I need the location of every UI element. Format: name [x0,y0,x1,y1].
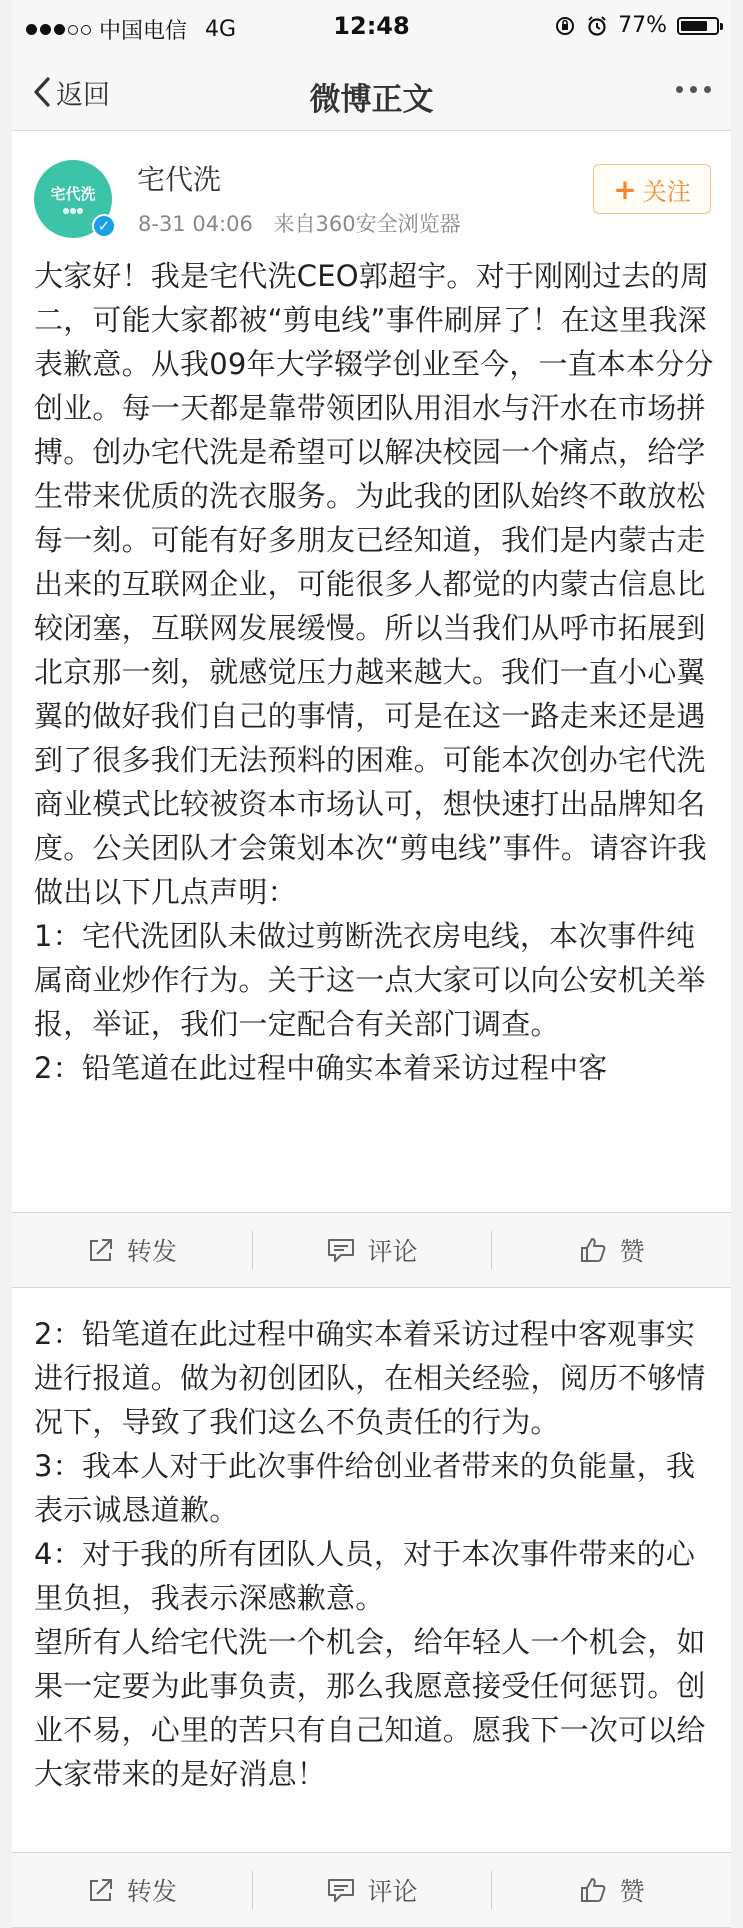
more-options-button[interactable] [676,86,711,93]
thumbs-up-icon [578,1235,608,1265]
like-label: 赞 [619,1237,645,1266]
plus-icon: + [613,172,637,206]
post-body-bottom: 2：铅笔道在此过程中确实本着采访过程中客观事实进行报道。做为初创团队，在相关经验，阅历不够情况下，导致了我们这么不负责任的行为。 3：我本人对于此次事件给创业者带来的负能量，我表示诚恳道歉。 4：对于我的所有团队人员，对于本次事件带来的心里负担，我表示深感歉意。 望所有人给宅代洗一个机会，给年轻人一个机会，如果一定要为此事负责，那么我愿意接受任何惩罚。创业不易，心里的苦只有自己知道。愿我下一次可以给大家带来的是好消息！ [34,1317,706,1791]
author-header [12,150,731,250]
network-type: 4G [205,17,237,42]
post-source: 来自360安全浏览器 [273,212,461,236]
repost-label: 转发 [126,1877,177,1906]
status-right [554,13,719,38]
repost-label: 转发 [126,1237,177,1266]
comment-icon [326,1236,356,1264]
navigation-bar [12,56,731,131]
follow-button[interactable] [593,164,711,214]
comment-icon [326,1876,356,1904]
alarm-icon [586,15,608,37]
thumbs-up-icon [578,1875,608,1905]
more-dot-icon [690,86,697,93]
action-bar-bottom [12,1852,731,1928]
repost-icon [87,1876,115,1904]
more-dot-icon [704,86,711,93]
comment-button[interactable] [252,1853,492,1927]
battery-percent: 77% [618,13,667,38]
follow-label: 关注 [642,177,691,206]
verified-badge-icon: ✓ [92,214,116,238]
battery-icon [677,17,719,35]
repost-icon [87,1236,115,1264]
avatar-logo-text: 宅代洗 [50,185,96,203]
author-name[interactable]: 宅代洗 [137,163,222,196]
like-label: 赞 [619,1877,645,1906]
like-button[interactable] [491,1213,731,1287]
post-body-top: 大家好！我是宅代洗CEO郭超宇。对于刚刚过去的周二，可能大家都被“剪电线”事件刷屏了！在这里我深表歉意。从我09年大学辍学创业至今，一直本本分分创业。每一天都是靠带领团队用泪水与汗水在市场拼搏。创办宅代洗是希望可以解决校园一个痛点，给学生带来优质的洗衣服务。为此我的团队始终不敢放松每一刻。可能有好多朋友已经知道，我们是内蒙古走出来的互联网企业，可能很多人都觉的内蒙古信息比较闭塞，互联网发展缓慢。所以当我们从呼市拓展到北京那一刻，就感觉压力越来越大。我们一直小心翼翼的做好我们自己的事情，可是在这一路走来还是遇到了很多我们无法预料的困难。可能本次创办宅代洗商业模式比较被资本市场认可，想快速打出品牌知名度。公关团队才会策划本次“剪电线”事件。请容许我做出以下几点声明： 1：宅代洗团队未做过剪断洗衣房电线，本次事件纯属商业炒作行为。关于这一点大家可以向公安机关举报，举证，我们一定配合有关部门调查。 2：铅笔道在此过程中确实本着采访过程中客 [34,259,714,1085]
avatar-logo-decoration: ●●● [62,206,84,215]
status-bar [12,0,731,56]
comment-label: 评论 [367,1877,418,1906]
comment-label: 评论 [367,1237,418,1266]
comment-button[interactable] [252,1213,492,1287]
repost-button[interactable] [12,1853,252,1927]
post-meta [138,208,461,238]
weibo-detail-screen [12,0,731,1928]
rotation-lock-icon [554,15,576,37]
post-time: 8-31 04:06 [138,212,253,236]
more-dot-icon [676,86,683,93]
back-label: 返回 [56,79,110,111]
carrier-name: 中国电信 [99,19,188,44]
battery-level [681,21,707,31]
like-button[interactable] [491,1853,731,1927]
status-time: 12:48 [333,12,410,40]
page-title: 微博正文 [309,82,434,118]
repost-button[interactable] [12,1213,252,1287]
action-bar-top [12,1212,731,1288]
